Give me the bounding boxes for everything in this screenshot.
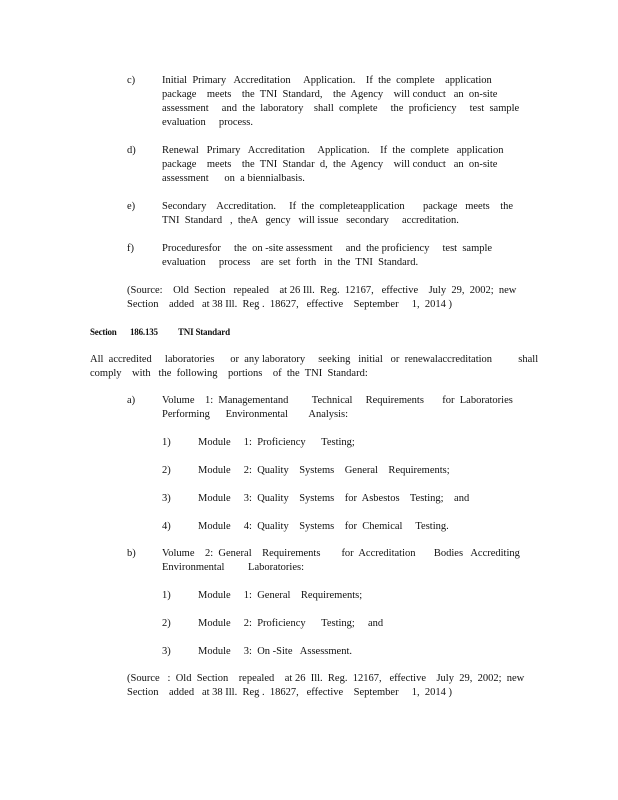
module-b1-number: 1): [162, 590, 171, 601]
section-heading: [90, 325, 250, 339]
item-c-text: [162, 74, 519, 130]
item-c-line: package meets the TNI Standard, the Agency will conduct an on-site: [162, 89, 498, 100]
source-note-1: [127, 284, 516, 312]
item-d-line: assessment on a biennialbasis.: [162, 173, 305, 184]
item-e-label: e): [127, 201, 136, 212]
module-a1-number: 1): [162, 437, 171, 448]
section-number: 186.135: [130, 327, 158, 337]
volume-b-line: Volume 2: General Requirements for Accreditation Bodies Accrediting: [162, 548, 520, 559]
section-title: TNI Standard: [178, 327, 230, 337]
item-f-line: Proceduresfor the on -site assessment and the proficiency test sample: [162, 243, 493, 254]
item-f-text: [162, 242, 492, 270]
volume-b-text: [162, 547, 520, 575]
intro-paragraph: [90, 353, 538, 381]
module-a3-text: Module 3: Quality Systems for Asbestos Testing; and: [198, 493, 470, 504]
item-c-line: Initial Primary Accreditation Application. If the complete application: [162, 75, 492, 86]
volume-a-line: Performing Environmental Analysis:: [162, 409, 349, 420]
module-a1-text: Module 1: Proficiency Testing;: [198, 437, 355, 448]
module-b1-text: Module 1: General Requirements;: [198, 590, 363, 601]
item-f-label: f): [127, 243, 134, 254]
intro-line: All accredited laboratories or any laboratory seeking initial or renewalaccreditation shall: [90, 354, 539, 365]
module-a4-text: Module 4: Quality Systems for Chemical Testing.: [198, 521, 449, 532]
volume-a-text: [162, 394, 513, 422]
item-c-label: c): [127, 75, 136, 86]
volume-a-line: Volume 1: Managementand Technical Requirements for Laboratories: [162, 395, 513, 406]
intro-line: comply with the following portions of the TNI Standard:: [90, 368, 368, 379]
volume-a-label: a): [127, 395, 136, 406]
item-f-line: evaluation process are set forth in the TNI Standard.: [162, 257, 419, 268]
source-note-2: [127, 672, 524, 700]
source-line: Section added at 38 Ill. Reg . 18627, effective September 1, 2014 ): [127, 687, 452, 698]
item-c-line: evaluation process.: [162, 117, 253, 128]
module-b3-number: 3): [162, 646, 171, 657]
module-a2-text: Module 2: Quality Systems General Requirements;: [198, 465, 450, 476]
source-line: Section added at 38 Ill. Reg . 18627, effective September 1, 2014 ): [127, 299, 452, 310]
volume-b-line: Environmental Laboratories:: [162, 562, 305, 573]
module-a3-number: 3): [162, 493, 171, 504]
item-d-label: d): [127, 145, 136, 156]
item-d-line: package meets the TNI Standar d, the Agency will conduct an on-site: [162, 159, 498, 170]
source-line: (Source : Old Section repealed at 26 Ill. Reg. 12167, effective July 29, 2002; new: [127, 673, 525, 684]
module-b3-text: Module 3: On -Site Assessment.: [198, 646, 352, 657]
volume-b-label: b): [127, 548, 136, 559]
item-c-line: assessment and the laboratory shall complete the proficiency test sample: [162, 103, 520, 114]
item-d-line: Renewal Primary Accreditation Application. If the complete application: [162, 145, 504, 156]
module-b2-text: Module 2: Proficiency Testing; and: [198, 618, 384, 629]
item-e-line: Secondary Accreditation. If the completeapplication package meets the: [162, 201, 514, 212]
source-line: (Source: Old Section repealed at 26 Ill. Reg. 12167, effective July 29, 2002; new: [127, 285, 517, 296]
section-word: Section: [90, 327, 117, 337]
item-e-text: [162, 200, 513, 228]
module-a4-number: 4): [162, 521, 171, 532]
item-d-text: [162, 144, 503, 186]
module-b2-number: 2): [162, 618, 171, 629]
item-e-line: TNI Standard , theA gency will issue secondary accreditation.: [162, 215, 459, 226]
module-a2-number: 2): [162, 465, 171, 476]
